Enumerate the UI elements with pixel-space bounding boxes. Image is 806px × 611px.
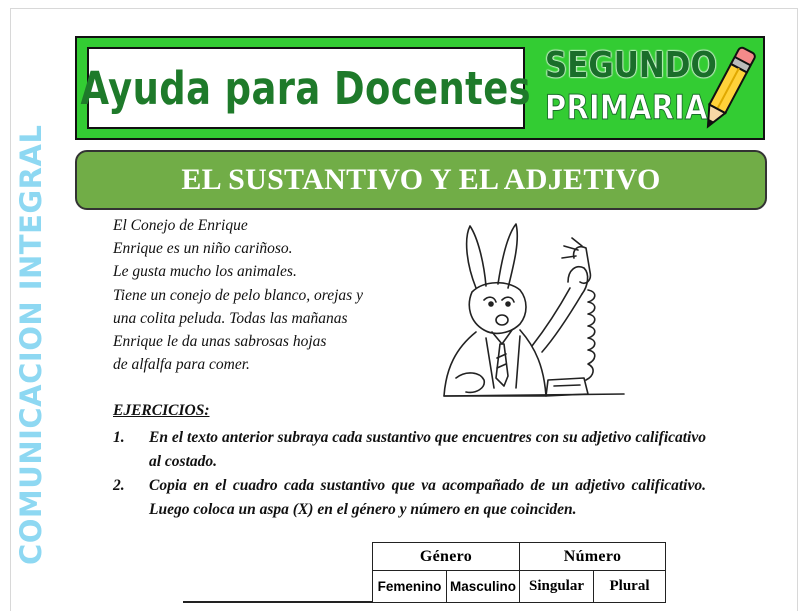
story-line: Tiene un conejo de pelo blanco, orejas y [113, 286, 363, 304]
header-banner [75, 36, 765, 140]
table-row-line [183, 601, 373, 603]
story-line: una colita peluda. Todas las mañanas [113, 309, 348, 327]
story-line: Le gusta mucho los animales. [113, 263, 297, 281]
exercise-item [113, 474, 706, 522]
exercise-item [113, 426, 706, 474]
table-column-header: Plural [594, 571, 666, 603]
grade-line-2: PRIMARIA [544, 88, 708, 128]
pencil-icon [697, 40, 761, 138]
table-group-header: Número [520, 543, 666, 571]
story-text [113, 214, 413, 376]
section-title: EL SUSTANTIVO Y EL ADJETIVO [181, 163, 661, 196]
grade-line-1: SEGUNDO [544, 45, 717, 86]
story-line: de alfalfa para comer. [113, 356, 250, 374]
table-column-header: Masculino [447, 571, 520, 603]
banner-title-box [80, 47, 532, 129]
exercise-text: En el texto anterior subraya cada sustantivo que encuentres con su adjetivo calificativo al costado. [149, 429, 706, 470]
rabbit-phone-illustration [436, 218, 626, 410]
exercises-heading: EJERCICIOS: [113, 402, 210, 419]
exercise-number: 2. [113, 477, 125, 494]
story-line: Enrique le da unas sabrosas hojas [113, 333, 327, 351]
exercise-text: Copia en el cuadro cada sustantivo que va acompañado de un adjetivo calificativo. Luego coloca un aspa (X) en el género y número en que coinciden. [149, 477, 706, 518]
side-subject-label: COMUNICACION INTEGRAL [14, 124, 48, 565]
banner-title: Ayuda para Docentes [80, 61, 532, 115]
exercise-number: 1. [113, 429, 125, 446]
story-line: Enrique es un niño cariñoso. [113, 240, 293, 258]
table-column-header: Singular [520, 571, 594, 603]
gender-number-table [372, 542, 666, 603]
table-group-header: Género [373, 543, 520, 571]
story-line: El Conejo de Enrique [113, 217, 248, 234]
table-column-header: Femenino [373, 571, 447, 603]
section-title-bar [75, 150, 767, 210]
grade-badge [533, 44, 717, 134]
